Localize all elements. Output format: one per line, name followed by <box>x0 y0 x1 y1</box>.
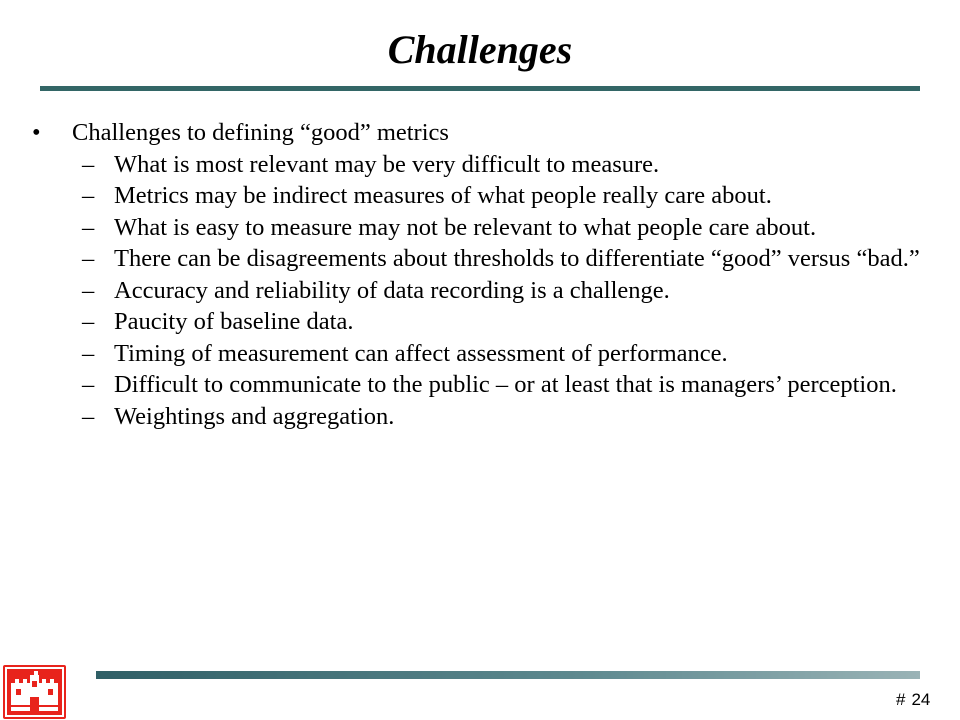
dash-marker: – <box>82 213 95 241</box>
sub-bullet-text: Weightings and aggregation. <box>114 402 395 430</box>
sub-bullet-item <box>30 275 960 307</box>
dash-marker: – <box>82 276 95 304</box>
bullet-text: Challenges to defining “good” metrics <box>72 119 449 146</box>
slide-content <box>30 117 960 432</box>
sub-bullet-text: Difficult to communicate to the public – or at least that is managers’ perception. <box>114 371 897 398</box>
title-divider <box>40 86 920 91</box>
bullet-marker: • <box>32 119 41 146</box>
dash-marker: – <box>82 402 95 430</box>
bullet-item <box>30 117 960 149</box>
page-number-value: 24 <box>911 690 931 709</box>
sub-bullet-item <box>30 149 960 181</box>
page-number <box>896 689 930 711</box>
sub-bullet-list <box>30 149 960 433</box>
sub-bullet-item <box>30 369 960 401</box>
dash-marker: – <box>82 150 95 178</box>
sub-bullet-item <box>30 338 960 370</box>
sub-bullet-item <box>30 212 960 244</box>
dash-marker: – <box>82 182 95 209</box>
sub-bullet-text: Metrics may be indirect measures of what people really care about. <box>114 182 772 209</box>
dash-marker: – <box>82 339 95 367</box>
castle-icon <box>3 665 66 719</box>
sub-bullet-text: Accuracy and reliability of data recording is a challenge. <box>114 276 670 304</box>
dash-marker: – <box>82 308 95 335</box>
sub-bullet-text: Timing of measurement can affect assessment of performance. <box>114 339 728 367</box>
footer-divider <box>96 671 920 679</box>
dash-marker: – <box>82 245 95 272</box>
sub-bullet-text: There can be disagreements about thresholds to differentiate “good” versus “bad.” <box>114 245 920 272</box>
slide-title: Challenges <box>387 27 573 72</box>
sub-bullet-item <box>30 306 960 338</box>
sub-bullet-text: Paucity of baseline data. <box>114 308 354 335</box>
sub-bullet-text: What is most relevant may be very difficult to measure. <box>114 150 660 178</box>
sub-bullet-item <box>30 180 960 212</box>
sub-bullet-text: What is easy to measure may not be relevant to what people care about. <box>114 213 817 241</box>
sub-bullet-item <box>30 243 960 275</box>
sub-bullet-item <box>30 401 960 433</box>
dash-marker: – <box>82 371 95 398</box>
page-hash: # <box>896 690 906 709</box>
